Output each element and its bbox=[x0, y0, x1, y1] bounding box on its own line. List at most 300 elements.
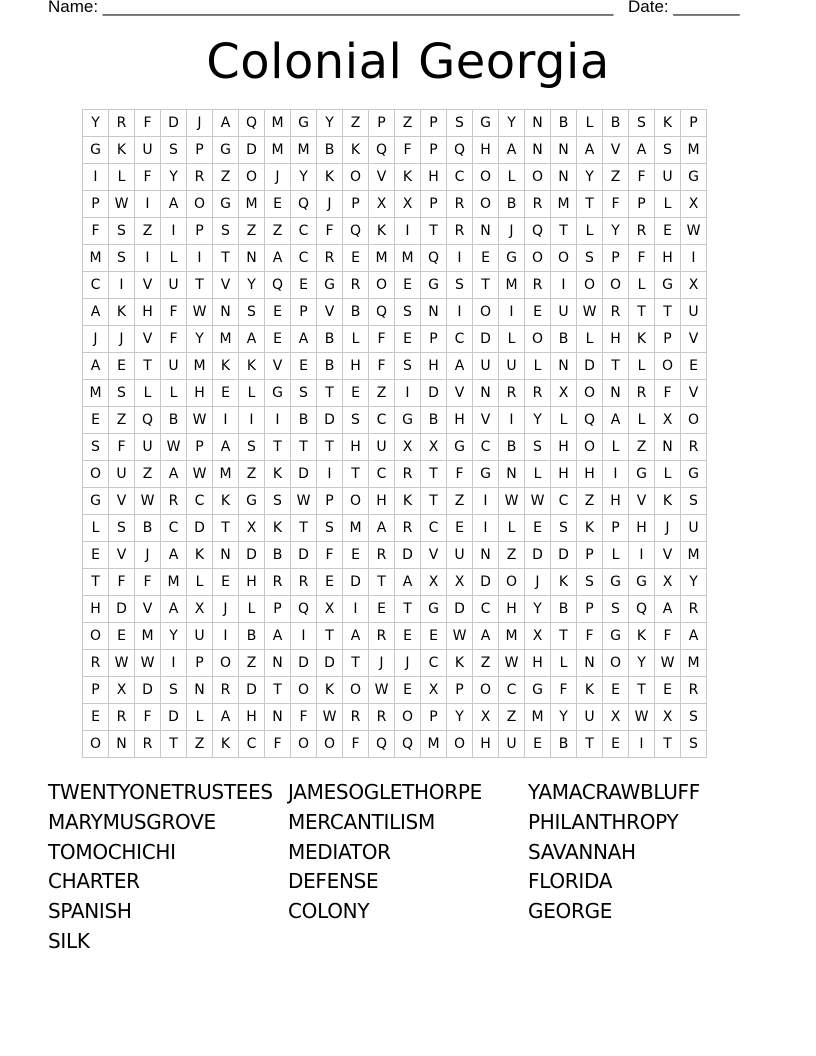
grid-cell: L bbox=[525, 461, 551, 488]
grid-cell: L bbox=[655, 191, 681, 218]
grid-cell: Q bbox=[447, 137, 473, 164]
grid-cell: P bbox=[187, 434, 213, 461]
grid-cell: P bbox=[83, 677, 109, 704]
grid-cell: F bbox=[291, 704, 317, 731]
grid-cell: P bbox=[83, 191, 109, 218]
grid-cell: S bbox=[551, 515, 577, 542]
grid-cell: U bbox=[187, 623, 213, 650]
grid-cell: N bbox=[265, 650, 291, 677]
grid-cell: E bbox=[317, 569, 343, 596]
grid-cell: Y bbox=[681, 569, 707, 596]
grid-cell: F bbox=[447, 461, 473, 488]
grid-cell: V bbox=[629, 488, 655, 515]
grid-cell: U bbox=[655, 164, 681, 191]
grid-cell: R bbox=[395, 461, 421, 488]
grid-cell: K bbox=[577, 515, 603, 542]
grid-cell: L bbox=[577, 110, 603, 137]
grid-row bbox=[83, 731, 707, 758]
grid-cell: L bbox=[525, 353, 551, 380]
grid-cell: O bbox=[551, 245, 577, 272]
grid-cell: A bbox=[499, 137, 525, 164]
grid-row bbox=[83, 299, 707, 326]
grid-cell: H bbox=[343, 434, 369, 461]
grid-cell: P bbox=[421, 191, 447, 218]
grid-row bbox=[83, 623, 707, 650]
grid-cell: G bbox=[213, 191, 239, 218]
grid-cell: Z bbox=[265, 218, 291, 245]
grid-cell: B bbox=[317, 326, 343, 353]
grid-row bbox=[83, 164, 707, 191]
grid-cell: M bbox=[525, 704, 551, 731]
grid-cell: F bbox=[135, 164, 161, 191]
grid-cell: E bbox=[343, 380, 369, 407]
grid-cell: L bbox=[239, 596, 265, 623]
grid-cell: W bbox=[681, 218, 707, 245]
grid-cell: X bbox=[421, 569, 447, 596]
grid-cell: R bbox=[135, 731, 161, 758]
grid-cell: W bbox=[499, 650, 525, 677]
grid-cell: E bbox=[525, 299, 551, 326]
grid-cell: O bbox=[83, 623, 109, 650]
grid-cell: O bbox=[343, 164, 369, 191]
grid-row bbox=[83, 488, 707, 515]
grid-cell: K bbox=[395, 488, 421, 515]
grid-cell: S bbox=[577, 245, 603, 272]
grid-cell: R bbox=[681, 434, 707, 461]
grid-cell: A bbox=[161, 542, 187, 569]
grid-cell: H bbox=[551, 434, 577, 461]
grid-row bbox=[83, 569, 707, 596]
word-row bbox=[48, 780, 768, 810]
grid-cell: P bbox=[681, 110, 707, 137]
grid-cell: T bbox=[291, 515, 317, 542]
grid-cell: E bbox=[265, 191, 291, 218]
grid-cell: D bbox=[343, 569, 369, 596]
grid-cell: N bbox=[473, 542, 499, 569]
grid-cell: N bbox=[213, 299, 239, 326]
grid-cell: W bbox=[317, 704, 343, 731]
grid-row bbox=[83, 272, 707, 299]
grid-cell: F bbox=[577, 623, 603, 650]
grid-cell: H bbox=[603, 488, 629, 515]
grid-cell: O bbox=[369, 272, 395, 299]
grid-cell: D bbox=[239, 677, 265, 704]
grid-cell: I bbox=[135, 245, 161, 272]
grid-cell: U bbox=[135, 434, 161, 461]
grid-cell: S bbox=[655, 137, 681, 164]
grid-cell: Q bbox=[577, 407, 603, 434]
grid-cell: F bbox=[109, 569, 135, 596]
grid-cell: B bbox=[317, 137, 343, 164]
grid-cell: E bbox=[681, 353, 707, 380]
grid-cell: K bbox=[265, 461, 291, 488]
grid-cell: F bbox=[317, 218, 343, 245]
grid-cell: U bbox=[109, 461, 135, 488]
grid-cell: C bbox=[551, 488, 577, 515]
grid-cell: M bbox=[681, 542, 707, 569]
grid-cell: Y bbox=[161, 623, 187, 650]
grid-cell: L bbox=[499, 515, 525, 542]
grid-cell: M bbox=[681, 650, 707, 677]
word-list-item: FLORIDA bbox=[528, 869, 613, 894]
grid-row bbox=[83, 110, 707, 137]
grid-cell: E bbox=[213, 380, 239, 407]
grid-cell: W bbox=[161, 434, 187, 461]
grid-cell: W bbox=[291, 488, 317, 515]
grid-cell: X bbox=[603, 704, 629, 731]
grid-cell: P bbox=[421, 110, 447, 137]
grid-cell: G bbox=[83, 488, 109, 515]
grid-cell: R bbox=[499, 380, 525, 407]
grid-cell: G bbox=[655, 272, 681, 299]
grid-cell: Y bbox=[525, 596, 551, 623]
grid-cell: O bbox=[187, 191, 213, 218]
grid-cell: Z bbox=[109, 407, 135, 434]
grid-cell: O bbox=[239, 164, 265, 191]
grid-cell: K bbox=[265, 515, 291, 542]
grid-cell: D bbox=[421, 380, 447, 407]
grid-cell: O bbox=[655, 353, 681, 380]
grid-cell: W bbox=[109, 650, 135, 677]
grid-cell: F bbox=[317, 542, 343, 569]
grid-cell: M bbox=[187, 353, 213, 380]
grid-cell: U bbox=[161, 272, 187, 299]
grid-cell: X bbox=[473, 704, 499, 731]
grid-cell: M bbox=[499, 272, 525, 299]
grid-cell: P bbox=[291, 299, 317, 326]
grid-cell: I bbox=[343, 596, 369, 623]
grid-cell: D bbox=[161, 704, 187, 731]
grid-cell: F bbox=[629, 164, 655, 191]
grid-cell: A bbox=[161, 596, 187, 623]
grid-cell: X bbox=[655, 704, 681, 731]
grid-cell: Q bbox=[369, 137, 395, 164]
grid-cell: H bbox=[473, 137, 499, 164]
grid-cell: Z bbox=[187, 731, 213, 758]
grid-cell: K bbox=[109, 137, 135, 164]
grid-cell: Q bbox=[395, 731, 421, 758]
grid-cell: D bbox=[577, 353, 603, 380]
grid-cell: T bbox=[395, 596, 421, 623]
grid-cell: F bbox=[551, 677, 577, 704]
grid-cell: D bbox=[473, 326, 499, 353]
grid-cell: R bbox=[629, 218, 655, 245]
word-row bbox=[48, 899, 768, 929]
grid-cell: Z bbox=[499, 704, 525, 731]
grid-cell: D bbox=[291, 542, 317, 569]
word-list-item: SILK bbox=[48, 928, 90, 953]
grid-cell: R bbox=[603, 299, 629, 326]
header bbox=[48, 0, 748, 17]
grid-cell: U bbox=[577, 704, 603, 731]
grid-cell: V bbox=[421, 542, 447, 569]
grid-cell: F bbox=[161, 299, 187, 326]
grid-cell: X bbox=[655, 407, 681, 434]
word-list-item: DEFENSE bbox=[288, 869, 379, 894]
grid-row bbox=[83, 461, 707, 488]
grid-cell: G bbox=[213, 137, 239, 164]
grid-cell: W bbox=[135, 650, 161, 677]
grid-cell: R bbox=[525, 191, 551, 218]
grid-cell: B bbox=[239, 623, 265, 650]
grid-cell: G bbox=[265, 380, 291, 407]
grid-cell: Z bbox=[499, 542, 525, 569]
grid-cell: Z bbox=[473, 650, 499, 677]
grid-row bbox=[83, 704, 707, 731]
grid-cell: F bbox=[629, 245, 655, 272]
grid-cell: B bbox=[551, 110, 577, 137]
grid-cell: I bbox=[629, 731, 655, 758]
grid-cell: C bbox=[369, 461, 395, 488]
grid-cell: A bbox=[681, 623, 707, 650]
grid-cell: T bbox=[421, 218, 447, 245]
grid-cell: R bbox=[525, 380, 551, 407]
grid-cell: E bbox=[109, 623, 135, 650]
grid-cell: B bbox=[291, 407, 317, 434]
grid-cell: G bbox=[681, 164, 707, 191]
grid-cell: G bbox=[603, 569, 629, 596]
grid-cell: S bbox=[109, 515, 135, 542]
grid-cell: U bbox=[681, 299, 707, 326]
grid-cell: S bbox=[265, 488, 291, 515]
grid-cell: M bbox=[395, 245, 421, 272]
grid-cell: R bbox=[265, 569, 291, 596]
grid-cell: P bbox=[187, 218, 213, 245]
grid-cell: G bbox=[421, 596, 447, 623]
grid-cell: I bbox=[161, 650, 187, 677]
grid-cell: A bbox=[447, 353, 473, 380]
grid-cell: N bbox=[525, 110, 551, 137]
grid-cell: K bbox=[369, 218, 395, 245]
grid-cell: O bbox=[473, 191, 499, 218]
grid-cell: Z bbox=[395, 110, 421, 137]
grid-cell: K bbox=[213, 488, 239, 515]
grid-cell: O bbox=[681, 407, 707, 434]
grid-cell: P bbox=[187, 137, 213, 164]
grid-cell: V bbox=[655, 542, 681, 569]
grid-cell: L bbox=[187, 704, 213, 731]
grid-cell: I bbox=[499, 299, 525, 326]
grid-cell: Q bbox=[265, 272, 291, 299]
grid-cell: G bbox=[681, 461, 707, 488]
grid-cell: R bbox=[681, 677, 707, 704]
grid-cell: C bbox=[499, 677, 525, 704]
grid-cell: N bbox=[109, 731, 135, 758]
grid-cell: Y bbox=[291, 164, 317, 191]
grid-cell: C bbox=[291, 218, 317, 245]
grid-cell: T bbox=[265, 677, 291, 704]
grid-cell: H bbox=[525, 650, 551, 677]
grid-cell: A bbox=[213, 434, 239, 461]
grid-cell: H bbox=[577, 461, 603, 488]
grid-cell: E bbox=[395, 623, 421, 650]
grid-cell: I bbox=[265, 407, 291, 434]
word-list-item: COLONY bbox=[288, 899, 370, 924]
grid-cell: T bbox=[421, 461, 447, 488]
grid-cell: G bbox=[603, 623, 629, 650]
grid-cell: S bbox=[109, 218, 135, 245]
grid-row bbox=[83, 326, 707, 353]
grid-cell: H bbox=[603, 326, 629, 353]
grid-cell: N bbox=[525, 137, 551, 164]
grid-row bbox=[83, 434, 707, 461]
grid-cell: R bbox=[447, 191, 473, 218]
grid-cell: N bbox=[265, 704, 291, 731]
grid-cell: I bbox=[83, 164, 109, 191]
grid-cell: R bbox=[525, 272, 551, 299]
grid-cell: X bbox=[681, 272, 707, 299]
grid-cell: O bbox=[343, 488, 369, 515]
grid-cell: E bbox=[343, 245, 369, 272]
grid-cell: Q bbox=[135, 407, 161, 434]
grid-cell: H bbox=[135, 299, 161, 326]
grid-cell: P bbox=[577, 542, 603, 569]
grid-cell: U bbox=[447, 542, 473, 569]
grid-cell: O bbox=[83, 731, 109, 758]
grid-cell: W bbox=[369, 677, 395, 704]
grid-cell: X bbox=[369, 191, 395, 218]
grid-cell: Z bbox=[577, 488, 603, 515]
grid-cell: I bbox=[551, 272, 577, 299]
grid-cell: Z bbox=[343, 110, 369, 137]
grid-cell: B bbox=[265, 542, 291, 569]
grid-cell: L bbox=[109, 164, 135, 191]
grid-cell: I bbox=[213, 407, 239, 434]
grid-cell: B bbox=[551, 731, 577, 758]
grid-cell: B bbox=[499, 191, 525, 218]
grid-cell: P bbox=[343, 191, 369, 218]
grid-cell: G bbox=[447, 434, 473, 461]
grid-cell: A bbox=[603, 407, 629, 434]
grid-cell: E bbox=[291, 353, 317, 380]
grid-cell: Y bbox=[499, 110, 525, 137]
grid-cell: N bbox=[187, 677, 213, 704]
grid-cell: Y bbox=[161, 164, 187, 191]
grid-cell: Y bbox=[447, 704, 473, 731]
grid-cell: S bbox=[343, 407, 369, 434]
grid-cell: X bbox=[395, 434, 421, 461]
grid-cell: P bbox=[421, 137, 447, 164]
grid-row bbox=[83, 353, 707, 380]
grid-cell: I bbox=[291, 623, 317, 650]
grid-cell: C bbox=[161, 515, 187, 542]
grid-cell: D bbox=[551, 542, 577, 569]
grid-cell: H bbox=[629, 515, 655, 542]
grid-cell: X bbox=[317, 596, 343, 623]
grid-cell: V bbox=[213, 272, 239, 299]
grid-cell: Y bbox=[603, 218, 629, 245]
grid-cell: U bbox=[161, 353, 187, 380]
word-list-item: YAMACRAWBLUFF bbox=[528, 780, 700, 804]
grid-row bbox=[83, 677, 707, 704]
grid-cell: X bbox=[109, 677, 135, 704]
grid-cell: U bbox=[499, 353, 525, 380]
grid-cell: Z bbox=[239, 461, 265, 488]
grid-cell: L bbox=[187, 569, 213, 596]
grid-cell: Y bbox=[629, 650, 655, 677]
grid-cell: V bbox=[681, 380, 707, 407]
grid-cell: V bbox=[135, 596, 161, 623]
grid-cell: P bbox=[447, 677, 473, 704]
grid-cell: L bbox=[239, 380, 265, 407]
grid-cell: X bbox=[525, 623, 551, 650]
grid-cell: C bbox=[421, 650, 447, 677]
grid-cell: U bbox=[369, 434, 395, 461]
grid-cell: T bbox=[291, 434, 317, 461]
grid-cell: R bbox=[213, 677, 239, 704]
grid-cell: C bbox=[473, 434, 499, 461]
grid-cell: L bbox=[83, 515, 109, 542]
grid-cell: K bbox=[187, 542, 213, 569]
grid-cell: D bbox=[135, 677, 161, 704]
grid-cell: L bbox=[603, 434, 629, 461]
grid-cell: B bbox=[343, 299, 369, 326]
grid-cell: O bbox=[213, 650, 239, 677]
grid-cell: D bbox=[109, 596, 135, 623]
grid-cell: Q bbox=[421, 245, 447, 272]
grid-cell: R bbox=[629, 380, 655, 407]
grid-cell: A bbox=[161, 191, 187, 218]
grid-cell: F bbox=[369, 353, 395, 380]
word-search-grid bbox=[82, 109, 707, 758]
grid-cell: S bbox=[681, 704, 707, 731]
grid-cell: I bbox=[109, 272, 135, 299]
grid-cell: T bbox=[265, 434, 291, 461]
grid-cell: M bbox=[265, 110, 291, 137]
grid-cell: K bbox=[655, 110, 681, 137]
grid-cell: E bbox=[655, 677, 681, 704]
grid-cell: G bbox=[317, 272, 343, 299]
grid-cell: M bbox=[421, 731, 447, 758]
grid-cell: Q bbox=[291, 191, 317, 218]
grid-cell: K bbox=[447, 650, 473, 677]
grid-cell: P bbox=[655, 326, 681, 353]
grid-cell: M bbox=[213, 461, 239, 488]
grid-cell: A bbox=[161, 461, 187, 488]
word-row bbox=[48, 869, 768, 899]
grid-cell: G bbox=[629, 461, 655, 488]
grid-cell: X bbox=[421, 434, 447, 461]
grid-cell: F bbox=[135, 704, 161, 731]
grid-cell: U bbox=[681, 515, 707, 542]
grid-cell: C bbox=[187, 488, 213, 515]
grid-cell: V bbox=[109, 488, 135, 515]
grid-cell: V bbox=[109, 542, 135, 569]
grid-cell: M bbox=[161, 569, 187, 596]
grid-cell: L bbox=[135, 380, 161, 407]
grid-cell: V bbox=[135, 326, 161, 353]
grid-cell: K bbox=[239, 353, 265, 380]
grid-cell: F bbox=[343, 731, 369, 758]
grid-cell: E bbox=[655, 218, 681, 245]
grid-cell: N bbox=[473, 218, 499, 245]
grid-cell: S bbox=[525, 434, 551, 461]
grid-cell: L bbox=[603, 542, 629, 569]
grid-cell: H bbox=[655, 245, 681, 272]
grid-cell: T bbox=[603, 353, 629, 380]
grid-cell: S bbox=[239, 299, 265, 326]
grid-cell: O bbox=[343, 677, 369, 704]
grid-cell: K bbox=[343, 137, 369, 164]
grid-cell: P bbox=[577, 596, 603, 623]
grid-cell: T bbox=[83, 569, 109, 596]
grid-cell: L bbox=[551, 407, 577, 434]
grid-cell: O bbox=[83, 461, 109, 488]
grid-cell: D bbox=[187, 515, 213, 542]
grid-cell: M bbox=[343, 515, 369, 542]
word-row bbox=[48, 929, 768, 959]
grid-cell: M bbox=[83, 380, 109, 407]
